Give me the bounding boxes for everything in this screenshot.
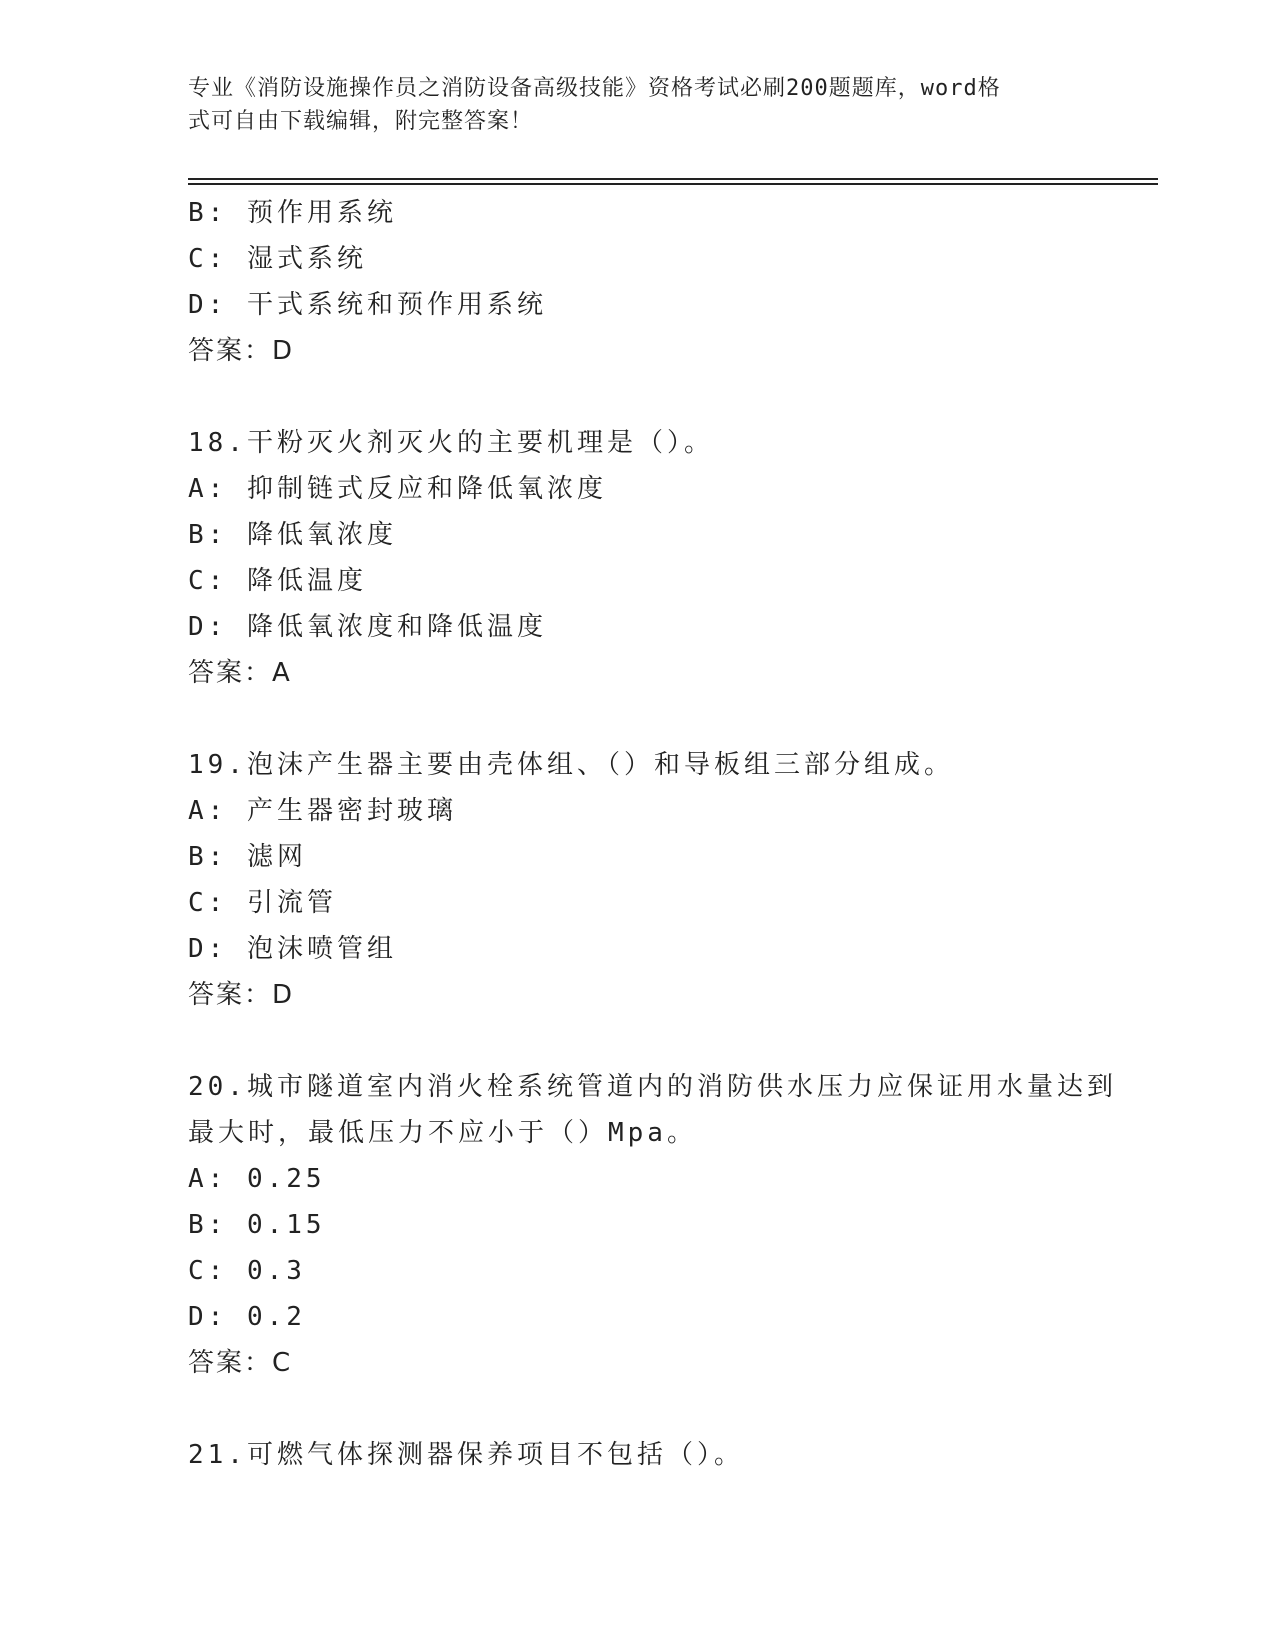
spacer: [188, 1386, 1088, 1432]
header-rule-bottom: [188, 183, 1158, 185]
question-stem: 21.可燃气体探测器保养项目不包括（）。: [188, 1440, 744, 1470]
question-19: [188, 742, 1088, 1018]
question-list: [188, 190, 1117, 1478]
option-c: C: 降低温度: [188, 566, 367, 596]
option-d: D: 降低氧浓度和降低温度: [188, 612, 547, 642]
question-stem-line-1: 20.城市隧道室内消火栓系统管道内的消防供水压力应保证用水量达到: [188, 1072, 1117, 1102]
option-b: B: 降低氧浓度: [188, 520, 397, 550]
option-d: D: 干式系统和预作用系统: [188, 290, 547, 320]
answer: 答案：A: [188, 658, 292, 688]
question-17-continued: [188, 190, 1088, 374]
answer: 答案：C: [188, 1348, 293, 1378]
document-header: [188, 72, 1068, 138]
option-c: C: 引流管: [188, 888, 337, 918]
option-a: A: 产生器密封玻璃: [188, 796, 457, 826]
option-b: B: 滤网: [188, 842, 307, 872]
question-20: [188, 1064, 1117, 1386]
spacer: [188, 696, 1088, 742]
option-c: C: 湿式系统: [188, 244, 367, 274]
question-18: [188, 420, 1088, 696]
question-stem: 18.干粉灭火剂灭火的主要机理是（）。: [188, 428, 714, 458]
option-c: C: 0.3: [188, 1256, 306, 1286]
option-b: B: 0.15: [188, 1210, 326, 1240]
header-rule-top: [188, 178, 1158, 180]
spacer: [188, 374, 1088, 420]
question-21: [188, 1432, 1088, 1478]
header-line-1: 专业《消防设施操作员之消防设备高级技能》资格考试必刷200题题库，word格: [188, 76, 1001, 101]
header-line-2: 式可自由下载编辑，附完整答案！: [188, 109, 534, 134]
question-stem: 19.泡沫产生器主要由壳体组、（）和导板组三部分组成。: [188, 750, 954, 780]
answer: 答案：D: [188, 336, 295, 366]
answer: 答案：D: [188, 980, 295, 1010]
question-stem-line-2: 最大时，最低压力不应小于（）Mpa。: [188, 1118, 697, 1148]
option-a: A: 抑制链式反应和降低氧浓度: [188, 474, 607, 504]
spacer: [188, 1018, 1088, 1064]
option-d: D: 0.2: [188, 1302, 306, 1332]
option-b: B: 预作用系统: [188, 198, 397, 228]
option-a: A: 0.25: [188, 1164, 326, 1194]
option-d: D: 泡沫喷管组: [188, 934, 397, 964]
